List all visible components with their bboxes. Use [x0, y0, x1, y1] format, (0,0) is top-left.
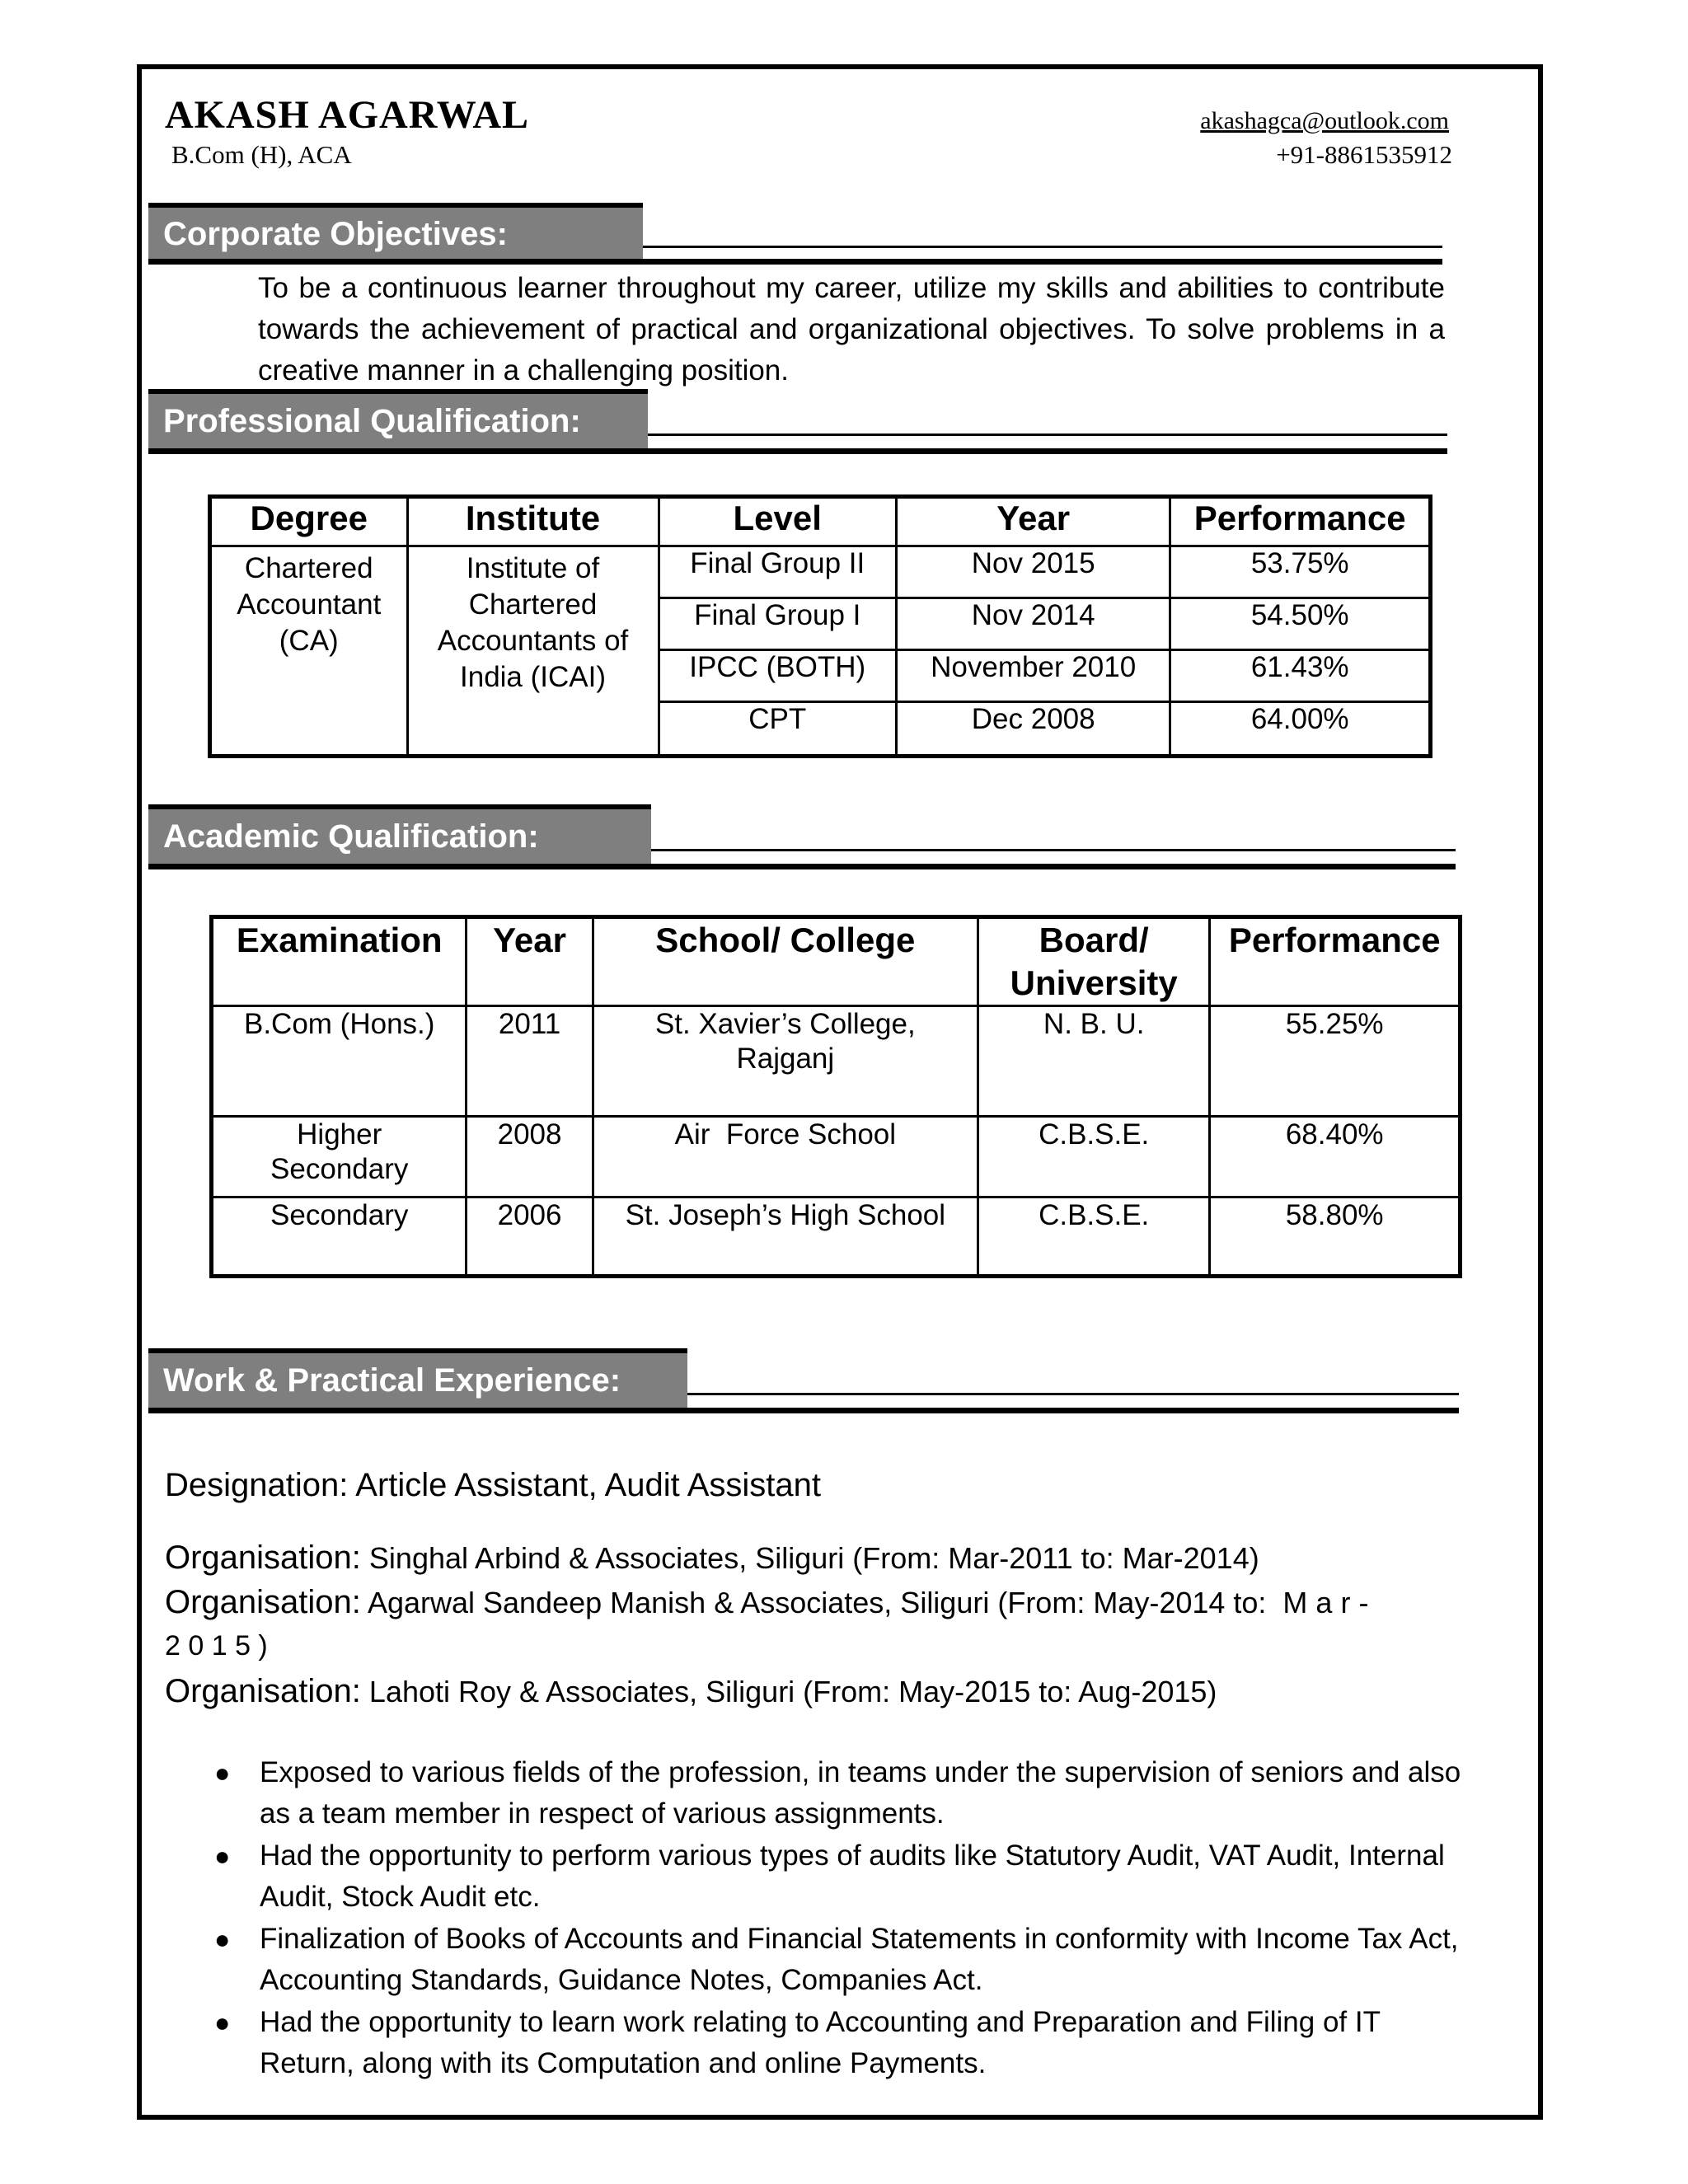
bullet-text: Had the opportunity to perform various types of audits like Statutory Audit, VAT Audit, Internal Audit, Stock Audit etc.	[260, 1840, 1445, 1913]
section-title: Professional Qualification:	[148, 389, 648, 448]
email-link[interactable]: akashagca@outlook.com	[1200, 107, 1449, 134]
bullet-text: Finalization of Books of Accounts and Financial Statements in conformity with Income Tax Act, Accounting Standards, Guidance Notes, Companies Act.	[260, 1923, 1459, 1996]
table-row	[210, 546, 1431, 598]
performance-cell: 64.00%	[1170, 702, 1431, 757]
table-row	[212, 1117, 1461, 1197]
school-cell: Air Force School	[593, 1117, 978, 1197]
divider	[648, 434, 1447, 436]
exam-cell: B.Com (Hons.)	[212, 1006, 467, 1117]
column-header: Year	[467, 917, 593, 1006]
organisation-1	[165, 1540, 1259, 1577]
section-header-objectives	[148, 203, 1442, 269]
exam-cell: Secondary	[212, 1197, 467, 1277]
organisation-label: Organisation:	[165, 1584, 361, 1620]
organisation-detail: Singhal Arbind & Associates, Siliguri (From: Mar-2011 to: Mar-2014)	[360, 1541, 1259, 1575]
year-cell: 2011	[467, 1006, 593, 1117]
performance-cell: 68.40%	[1210, 1117, 1461, 1197]
institute-cell: Institute of Chartered Accountants of India (ICAI)	[407, 546, 659, 757]
year-cell: Dec 2008	[896, 702, 1170, 757]
column-header: Degree	[210, 497, 408, 546]
list-item	[214, 1752, 1467, 1835]
section-header-work	[148, 1348, 1459, 1414]
bullet-icon: ●	[214, 2008, 231, 2037]
table-row	[212, 1006, 1461, 1117]
experience-bullet-list	[214, 1752, 1467, 2085]
column-header: Level	[659, 497, 896, 546]
column-header: Performance	[1210, 917, 1461, 1006]
year-cell: 2006	[467, 1197, 593, 1277]
academic-qualification-table	[209, 915, 1462, 1278]
divider	[148, 864, 1456, 869]
organisation-2-continued: 2 0 1 5 )	[165, 1630, 268, 1661]
organisation-label: Organisation:	[165, 1673, 361, 1709]
divider	[651, 849, 1456, 851]
phone-number: +91-8861535912	[1276, 140, 1452, 169]
section-title: Work & Practical Experience:	[148, 1348, 687, 1408]
bullet-icon: ●	[214, 1841, 231, 1871]
list-item	[214, 1835, 1467, 1918]
degree-cell: Chartered Accountant (CA)	[210, 546, 408, 757]
section-title: Academic Qualification:	[148, 804, 651, 864]
objectives-text: To be a continuous learner throughout my career, utilize my skills and abilities to contribute towards the achievement of practical and organizational objectives. To solve problems in a creative manner in a challenging position.	[258, 272, 1445, 387]
performance-cell: 61.43%	[1170, 650, 1431, 702]
bullet-icon: ●	[214, 1924, 231, 1954]
divider	[148, 448, 1447, 454]
year-cell: Nov 2015	[896, 546, 1170, 598]
level-cell: IPCC (BOTH)	[659, 650, 896, 702]
divider	[148, 259, 1442, 265]
section-header-academic	[148, 804, 1456, 870]
column-header: Institute	[407, 497, 659, 546]
board-cell: N. B. U.	[978, 1006, 1209, 1117]
organisation-detail: Lahoti Roy & Associates, Siliguri (From: May-2015 to: Aug-2015)	[360, 1675, 1217, 1708]
organisation-detail: Agarwal Sandeep Manish & Associates, Siliguri (From: May-2014 to: M a r -	[360, 1586, 1369, 1619]
performance-cell: 55.25%	[1210, 1006, 1461, 1117]
level-cell: CPT	[659, 702, 896, 757]
performance-cell: 53.75%	[1170, 546, 1431, 598]
exam-cell: Higher Secondary	[212, 1117, 467, 1197]
list-item	[214, 2002, 1467, 2084]
table-row	[212, 1197, 1461, 1277]
column-header: Year	[896, 497, 1170, 546]
board-cell: C.B.S.E.	[978, 1117, 1209, 1197]
candidate-qualifications: B.Com (H), ACA	[171, 140, 352, 169]
professional-qualification-table	[208, 494, 1432, 758]
organisation-label: Organisation:	[165, 1540, 361, 1576]
divider	[687, 1393, 1459, 1395]
school-cell: St. Xavier’s College, Rajganj	[593, 1006, 978, 1117]
year-cell: 2008	[467, 1117, 593, 1197]
organisation-2	[165, 1584, 1368, 1621]
divider	[643, 246, 1442, 248]
level-cell: Final Group I	[659, 598, 896, 650]
organisation-3	[165, 1673, 1217, 1710]
column-header: Performance	[1170, 497, 1431, 546]
bullet-icon: ●	[214, 1758, 231, 1788]
bullet-text: Had the opportunity to learn work relating to Accounting and Preparation and Filing of IT Return, along with its Computation and online Payments.	[260, 2006, 1381, 2079]
table-header-row	[210, 497, 1431, 546]
year-cell: November 2010	[896, 650, 1170, 702]
table-header-row	[212, 917, 1461, 1006]
section-title: Corporate Objectives:	[148, 203, 643, 260]
year-cell: Nov 2014	[896, 598, 1170, 650]
school-cell: St. Joseph’s High School	[593, 1197, 978, 1277]
level-cell: Final Group II	[659, 546, 896, 598]
column-header: School/ College	[593, 917, 978, 1006]
performance-cell: 58.80%	[1210, 1197, 1461, 1277]
candidate-name: AKASH AGARWAL	[165, 93, 530, 137]
list-item	[214, 1919, 1467, 2001]
board-cell: C.B.S.E.	[978, 1197, 1209, 1277]
column-header: Board/ University	[978, 917, 1209, 1006]
divider	[148, 1408, 1459, 1413]
designation: Designation: Article Assistant, Audit Assistant	[165, 1467, 821, 1503]
column-header: Examination	[212, 917, 467, 1006]
performance-cell: 54.50%	[1170, 598, 1431, 650]
section-header-professional	[148, 389, 1447, 455]
bullet-text: Exposed to various fields of the profession, in teams under the supervision of seniors and also as a team member in respect of various assignments.	[260, 1756, 1461, 1830]
